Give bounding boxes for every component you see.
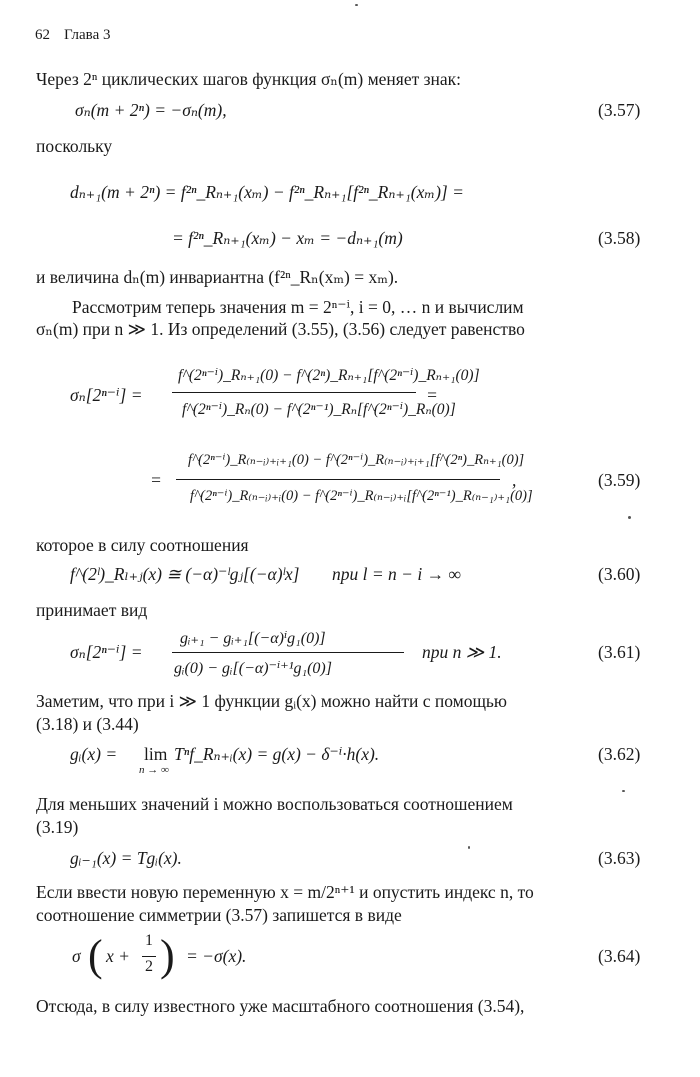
equation-3-64-sigma: σ <box>72 946 81 966</box>
equation-3-59-equals-1: = <box>426 385 438 405</box>
paragraph-6: принимает вид <box>36 600 148 620</box>
paragraph-5: которое в силу соотношения <box>36 535 249 555</box>
paragraph-4-line-2: σₙ(m) при n ≫ 1. Из определений (3.55), (3.56) следует равенство <box>36 319 525 339</box>
equation-3-61-numerator: gᵢ₊₁ − gᵢ₊₁[(−α)ⁱg₁(0)] <box>180 630 326 647</box>
scan-speck <box>355 4 358 6</box>
equation-3-59-fraction-2-numerator: f^(2ⁿ⁻ⁱ)_R₍ₙ₋ᵢ₎₊ᵢ₊₁(0) − f^(2ⁿ⁻ⁱ)_R₍ₙ₋ᵢ₎₊ᵢ₊₁[f^(2ⁿ)_Rₙ₊₁(0)] <box>188 452 525 468</box>
equation-3-64-denominator: 2 <box>145 958 153 975</box>
equation-3-64-x: x + <box>106 946 130 966</box>
paragraph-2: поскольку <box>36 136 113 156</box>
equation-number-3-57: (3.57) <box>598 100 641 120</box>
equation-3-58-line-2: = f²ⁿ_Rₙ₊₁(xₘ) − xₘ = −dₙ₊₁(m) <box>172 228 403 248</box>
equation-3-59-fraction-1-bar <box>172 392 416 393</box>
paragraph-4-line-1: Рассмотрим теперь значения m = 2ⁿ⁻ⁱ, i = 0, … n и вычислим <box>72 297 524 317</box>
equation-3-61-lhs: σₙ[2ⁿ⁻ⁱ] = <box>70 642 143 662</box>
paragraph-10: Отсюда, в силу известного уже масштабного соотношения (3.54), <box>36 996 525 1016</box>
equation-3-64-rhs: = −σ(x). <box>186 946 247 966</box>
chapter-title: Глава 3 <box>64 27 111 43</box>
paragraph-3: и величина dₙ(m) инвариантна (f²ⁿ_Rₙ(xₘ) = xₘ). <box>36 267 399 287</box>
equation-3-62-rhs: Tⁿf_Rₙ₊ᵢ(x) = g(x) − δ⁻ⁱ·h(x). <box>174 744 380 764</box>
equation-3-59-fraction-1-numerator: f^(2ⁿ⁻ⁱ)_Rₙ₊₁(0) − f^(2ⁿ)_Rₙ₊₁[f^(2ⁿ⁻ⁱ)_Rₙ₊₁(0)] <box>178 367 480 384</box>
equation-3-59-comma: , <box>512 470 517 490</box>
equation-3-62-limit-subscript: n → ∞ <box>139 764 169 776</box>
paragraph-7-line-2: (3.18) и (3.44) <box>36 714 139 734</box>
page-number: 62 <box>35 27 50 43</box>
paragraph-9-line-2: соотношение симметрии (3.57) запишется в виде <box>36 905 402 925</box>
equation-3-62-limit: lim <box>144 744 168 764</box>
equation-number-3-60: (3.60) <box>598 564 641 584</box>
equation-3-59-fraction-1-denominator: f^(2ⁿ⁻ⁱ)_Rₙ(0) − f^(2ⁿ⁻¹)_Rₙ[f^(2ⁿ⁻ⁱ)_Rₙ(0)] <box>182 401 456 418</box>
scan-speck <box>622 790 625 792</box>
equation-3-58-line-1: dₙ₊₁(m + 2ⁿ) = f²ⁿ_Rₙ₊₁(xₘ) − f²ⁿ_Rₙ₊₁[f²ⁿ_Rₙ₊₁(xₘ)] = <box>70 182 464 202</box>
equation-3-61-condition: при n ≫ 1. <box>422 642 502 662</box>
equation-3-59-fraction-2-bar <box>176 479 500 480</box>
equation-3-59-fraction-2-denominator: f^(2ⁿ⁻ⁱ)_R₍ₙ₋ᵢ₎₊ᵢ(0) − f^(2ⁿ⁻ⁱ)_R₍ₙ₋ᵢ₎₊ᵢ[f^(2ⁿ⁻¹)_R₍ₙ₋₁₎₊₁(0)] <box>190 488 533 504</box>
equation-3-62-lhs: gᵢ(x) = <box>70 744 118 764</box>
scan-speck <box>628 516 631 519</box>
right-paren: ) <box>160 931 175 980</box>
equation-3-59-lhs: σₙ[2ⁿ⁻ⁱ] = <box>70 385 143 405</box>
equation-number-3-63: (3.63) <box>598 848 641 868</box>
equation-3-64-numerator: 1 <box>145 932 153 949</box>
scan-speck <box>468 846 470 849</box>
equation-number-3-59: (3.59) <box>598 470 641 490</box>
equation-number-3-64: (3.64) <box>598 946 641 966</box>
equation-number-3-61: (3.61) <box>598 642 641 662</box>
equation-3-61-denominator: gᵢ(0) − gᵢ[(−α)⁻ⁱ⁺¹g₁(0)] <box>174 660 332 677</box>
equation-3-63: gᵢ₋₁(x) = Tgᵢ(x). <box>70 848 182 868</box>
paragraph-9-line-1: Если ввести новую переменную x = m/2ⁿ⁺¹ и опустить индекс n, то <box>36 882 534 902</box>
equation-3-60-condition: при l = n − i → ∞ <box>332 564 461 584</box>
paragraph-7-line-1: Заметим, что при i ≫ 1 функции gᵢ(x) можно найти с помощью <box>36 691 507 711</box>
equation-3-64-fraction-bar <box>142 956 156 957</box>
paragraph-8-line-1: Для меньших значений i можно воспользоваться соотношением <box>36 794 513 814</box>
paragraph-1: Через 2ⁿ циклических шагов функция σₙ(m) меняет знак: <box>36 69 462 89</box>
equation-number-3-58: (3.58) <box>598 228 641 248</box>
paragraph-8-line-2: (3.19) <box>36 817 79 837</box>
equation-3-60: f^(2ˡ)_Rₗ₊ⱼ(x) ≅ (−α)⁻ˡgⱼ[(−α)ˡx] <box>70 564 300 584</box>
equation-3-61-fraction-bar <box>172 652 404 653</box>
equation-3-57: σₙ(m + 2ⁿ) = −σₙ(m), <box>75 100 227 120</box>
left-paren: ( <box>88 931 103 980</box>
equation-3-59-equals-2: = <box>150 470 162 490</box>
equation-number-3-62: (3.62) <box>598 744 641 764</box>
